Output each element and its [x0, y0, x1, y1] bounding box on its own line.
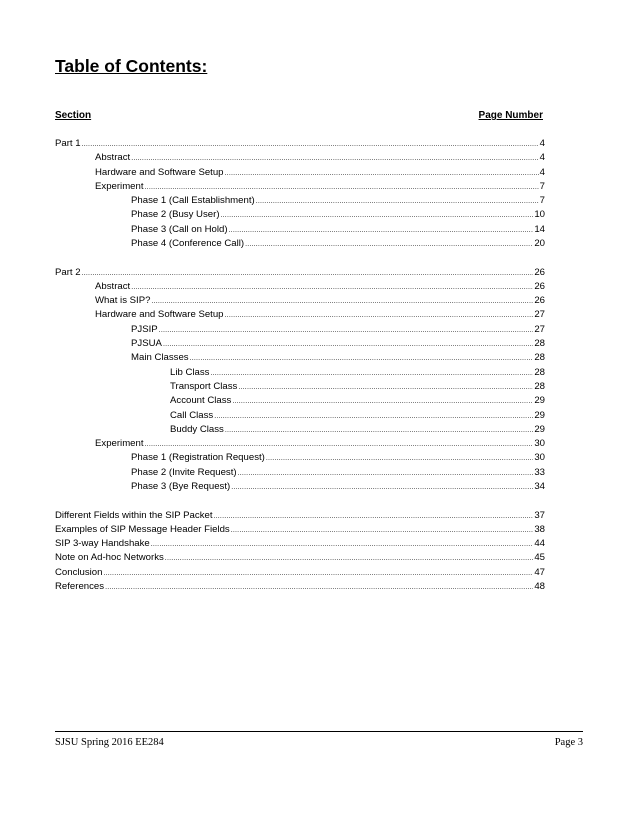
toc-entry-title: Buddy Class	[170, 423, 224, 435]
toc-entry-page: 45	[534, 552, 545, 564]
toc-entry	[55, 366, 545, 380]
dot-leader	[82, 138, 539, 152]
toc-title: Table of Contents:	[55, 56, 208, 76]
dot-leader	[266, 452, 533, 466]
toc-entry-title: Phase 2 (Invite Request)	[131, 466, 237, 478]
dot-leader	[159, 324, 534, 338]
toc-entry	[55, 137, 545, 151]
toc-entry-title: Phase 1 (Registration Request)	[131, 452, 265, 464]
toc-entry-title: Phase 2 (Busy User)	[131, 209, 220, 221]
toc-entry-page: 27	[534, 323, 545, 335]
footer-course-label: SJSU Spring 2016 EE284	[55, 737, 164, 748]
dot-leader	[214, 410, 533, 424]
toc-entry	[55, 380, 545, 394]
dot-leader	[225, 167, 539, 181]
toc-entry	[55, 237, 545, 251]
section-column-header: Section	[55, 110, 92, 121]
toc-entry-title: PJSIP	[131, 323, 158, 335]
toc-entry-page: 28	[534, 352, 545, 364]
dot-leader	[231, 481, 533, 495]
dot-leader	[229, 224, 534, 238]
toc-entry-title: Conclusion	[55, 566, 103, 578]
toc-entry-title: Hardware and Software Setup	[95, 309, 224, 321]
toc-entry-title: Part 1	[55, 138, 81, 149]
toc-entry-title: Abstract	[95, 280, 131, 292]
toc-entry-page: 37	[534, 509, 545, 521]
dot-leader	[165, 552, 534, 566]
toc-entry-page: 29	[534, 409, 545, 421]
toc-entry-title: Experiment	[95, 438, 144, 450]
toc-entry	[55, 509, 545, 523]
toc-entry	[55, 580, 545, 594]
toc-entry	[55, 451, 545, 465]
dot-leader	[190, 352, 534, 366]
toc-entry-title: Different Fields within the SIP Packet	[55, 509, 213, 521]
toc-entry-title: Experiment	[95, 180, 144, 192]
toc-entry-title: Lib Class	[170, 366, 210, 378]
toc-entry-page: 4	[539, 138, 545, 149]
footer-page-number: Page 3	[554, 737, 583, 748]
dot-leader	[231, 524, 534, 538]
toc-entry	[55, 423, 545, 437]
toc-entry	[55, 223, 545, 237]
dot-leader	[245, 238, 533, 252]
toc-entry	[55, 151, 545, 165]
toc-entry	[55, 409, 545, 423]
toc-entry-page: 29	[534, 423, 545, 435]
toc-entry	[55, 280, 545, 294]
toc-entry-title: Note on Ad-hoc Networks	[55, 552, 164, 564]
toc-entry-title: What is SIP?	[95, 295, 151, 307]
toc-entry	[55, 208, 545, 222]
toc-entry-page: 48	[534, 580, 545, 592]
toc-entry-page: 30	[534, 452, 545, 464]
dot-leader	[221, 209, 534, 223]
toc-entry-page: 27	[534, 309, 545, 321]
toc-entry-title: References	[55, 580, 105, 592]
dot-leader	[225, 424, 533, 438]
toc-entry-title: Abstract	[95, 152, 131, 164]
toc-entry-title: Hardware and Software Setup	[95, 166, 224, 178]
toc-entry	[55, 266, 545, 280]
toc-entry-page: 20	[534, 238, 545, 250]
toc-entry-page: 10	[534, 209, 545, 221]
dot-leader	[163, 338, 533, 352]
toc-entry-page: 29	[534, 395, 545, 407]
toc-entry	[55, 537, 545, 551]
toc-entry-title: Phase 1 (Call Establishment)	[131, 195, 255, 207]
toc-entry	[55, 437, 545, 451]
toc-entry-title: Account Class	[170, 395, 232, 407]
toc-entry-page: 33	[534, 466, 545, 478]
toc-entry-page: 7	[539, 195, 545, 207]
dot-leader	[103, 567, 533, 581]
toc-entry-page: 44	[534, 538, 545, 550]
toc-entry	[55, 194, 545, 208]
toc-entry-page: 34	[534, 481, 545, 493]
toc-entry-page: 26	[534, 280, 545, 292]
dot-leader	[82, 267, 534, 281]
dot-leader	[238, 467, 534, 481]
dot-leader	[145, 438, 534, 452]
toc-entry-page: 26	[534, 295, 545, 307]
toc-entry	[55, 337, 545, 351]
dot-leader	[210, 367, 533, 381]
toc-entry	[55, 166, 545, 180]
toc-entry-page: 4	[539, 166, 545, 178]
toc-list	[55, 137, 545, 594]
toc-entry-title: Phase 4 (Conference Call)	[131, 238, 245, 250]
toc-entry-page: 26	[534, 266, 545, 278]
toc-entry-title: Phase 3 (Bye Request)	[131, 481, 231, 493]
toc-entry	[55, 294, 545, 308]
toc-entry-title: Transport Class	[170, 380, 238, 392]
toc-entry-title: Call Class	[170, 409, 214, 421]
dot-leader	[214, 510, 534, 524]
dot-leader	[151, 538, 534, 552]
toc-entry	[55, 351, 545, 365]
dot-leader	[232, 395, 533, 409]
dot-leader	[105, 581, 533, 595]
toc-entry	[55, 323, 545, 337]
toc-entry-title: Examples of SIP Message Header Fields	[55, 523, 230, 535]
dot-leader	[131, 152, 538, 166]
dot-leader	[151, 295, 533, 309]
toc-entry-page: 14	[534, 223, 545, 235]
toc-entry	[55, 180, 545, 194]
toc-entry-page: 7	[539, 180, 545, 192]
toc-entry-page: 28	[534, 366, 545, 378]
toc-entry	[55, 394, 545, 408]
dot-leader	[145, 181, 539, 195]
toc-entry-title: SIP 3-way Handshake	[55, 538, 150, 550]
toc-entry-page: 38	[534, 523, 545, 535]
toc-entry-page: 4	[539, 152, 545, 164]
toc-entry-page: 28	[534, 380, 545, 392]
toc-entry	[55, 566, 545, 580]
toc-entry-title: Main Classes	[131, 352, 189, 364]
toc-entry-page: 30	[534, 438, 545, 450]
dot-leader	[131, 281, 533, 295]
toc-entry-title: PJSUA	[131, 338, 162, 350]
dot-leader	[225, 309, 534, 323]
toc-entry	[55, 523, 545, 537]
toc-entry	[55, 480, 545, 494]
footer-divider	[55, 731, 583, 732]
toc-entry	[55, 466, 545, 480]
page-number-column-header: Page Number	[478, 110, 543, 121]
dot-leader	[238, 381, 533, 395]
toc-entry-page: 47	[534, 566, 545, 578]
dot-leader	[256, 195, 539, 209]
toc-entry	[55, 551, 545, 565]
toc-entry-page: 28	[534, 338, 545, 350]
toc-entry-title: Phase 3 (Call on Hold)	[131, 223, 228, 235]
toc-entry	[55, 308, 545, 322]
toc-entry-title: Part 2	[55, 266, 81, 278]
